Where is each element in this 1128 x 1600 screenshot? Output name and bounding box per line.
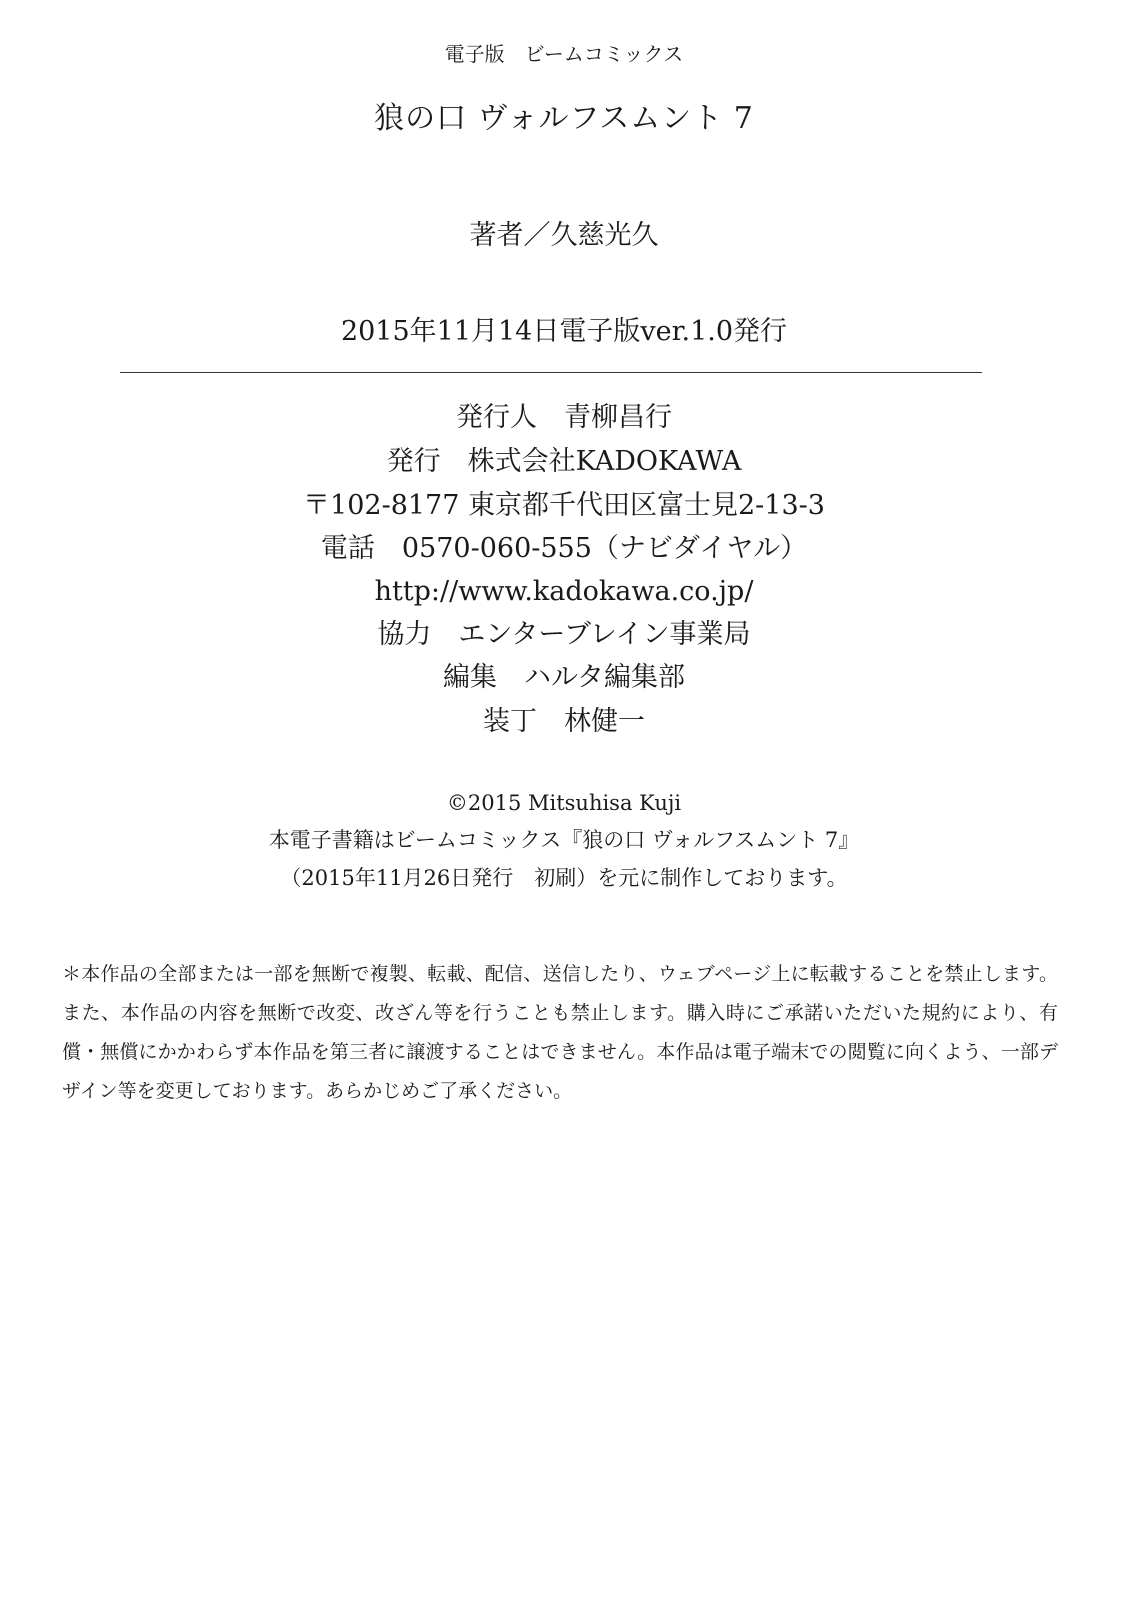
source-edition-line-1: 本電子書籍はビームコミックス『狼の口 ヴォルフスムント 7』 <box>268 828 860 852</box>
author-line: 著者／久慈光久 <box>469 220 659 251</box>
credit-cooperation: 協力 エンターブレイン事業局 <box>377 619 751 650</box>
divider <box>120 372 982 373</box>
book-title: 狼の口 ヴォルフスムント 7 <box>374 101 754 136</box>
credit-phone: 電話 0570-060-555（ナビダイヤル） <box>320 533 808 564</box>
credit-website: http://www.kadokawa.co.jp/ <box>374 576 754 607</box>
copyright-notice: ©2015 Mitsuhisa Kuji <box>446 791 682 815</box>
legal-notice: ＊本作品の全部または一部を無断で複製、転載、配信、送信したり、ウェブページ上に転載することを禁止します。また、本作品の内容を無断で改変、改ざん等を行うことも禁止します。購入時にご承諾いただいた規約により、有償・無償にかかわらず本作品を第三者に譲渡することはできません。本作品は電子端末での閲覧に向くよう、一部デザイン等を変更しております。あらかじめご了承ください。 <box>62 963 1058 1102</box>
source-edition-line-2: （2015年11月26日発行 初刷）を元に制作しております。 <box>280 866 848 890</box>
credit-design: 装丁 林健一 <box>483 706 645 737</box>
credit-address: 〒102-8177 東京都千代田区富士見2-13-3 <box>303 490 825 521</box>
edition-date: 2015年11月14日電子版ver.1.0発行 <box>340 316 788 347</box>
credit-editorial: 編集 ハルタ編集部 <box>443 662 685 693</box>
credit-publisher-company: 発行 株式会社KADOKAWA <box>386 446 742 477</box>
series-label: 電子版 ビームコミックス <box>444 42 684 66</box>
credit-publisher-person: 発行人 青柳昌行 <box>456 402 672 433</box>
